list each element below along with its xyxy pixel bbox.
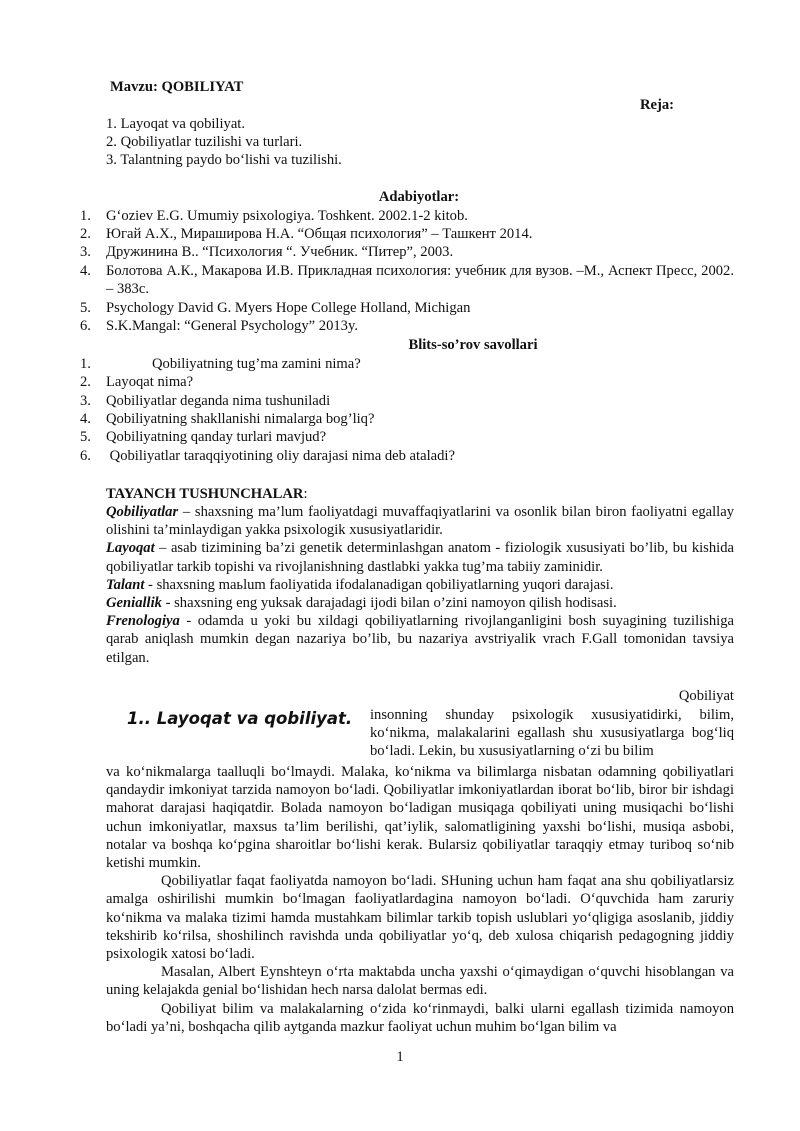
concept-term: Frenologiya: [106, 613, 180, 630]
concept-definition: - odamda u yoki bu xildagi qobiliyatlarning rivojlanganligini bosh suyagining tuzilishiga qarab aniqlash mumkin degan nazariya bo’lib, bu nazariya avstriyalik vrach F.Gall tomonidan tavsiya etilgan.: [106, 613, 734, 666]
blitz-item-number: 3.: [80, 393, 91, 409]
literature-item-number: 4.: [80, 263, 91, 279]
literature-item-text: Болотова А.К., Макарова И.В. Прикладная психология: учебник для вузов. –М., Аспект Пресс, 2002. – 383с.: [106, 263, 734, 298]
literature-item-text: Psychology David G. Myers Hope College Holland, Michigan: [106, 300, 471, 316]
blitz-item-number: 2.: [80, 374, 91, 390]
concept-term: Geniallik: [106, 595, 162, 612]
section-continuation: va koʻnikmalarga taalluqli boʻlmaydi. Malaka, koʻnikma va bilimlarga nisbatan odamning qobiliyatlari qandaydir imkoniyat tarzida namoyon boʻladi. Qobiliyatlar imkoniyatlardan iborat boʻlib, biror bir ishdagi mahorat darajasi haqiqatdir. Bolada namoyon boʻladigan musiqaga qobiliyati uning musiqachi boʻlishi uchun imkoniyatlar, maxsus ta’lim berilishi, qat’iylik, salomatligining yaxshi boʻlishi, musiqa asbobi, notalar va boshqa koʻpgina sharoitlar boʻlishi kerak. Bularsiz qobiliyatlar taraqqiy etmay turiboq soʻnib ketishi mumkin.: [106, 764, 734, 872]
plan-item: 2. Qobiliyatlar tuzilishi va turlari.: [106, 134, 303, 150]
plan-title: Reja:: [639, 97, 674, 113]
concept-term: Talant: [106, 576, 145, 593]
concepts-colon: :: [303, 486, 308, 502]
literature-title: Adabiyotlar:: [378, 189, 460, 205]
blitz-item-text: Qobiliyatning tug’ma zamini nima?: [152, 356, 361, 372]
section-paragraph: Qobiliyat bilim va malakalarning oʻzida koʻrinmaydi, balki ularni egallash tizimida namoyon boʻladi ya’ni, boshqacha qilib aytganda mazkur faoliyat uchun muhim boʻlgan bilim va: [106, 1000, 734, 1035]
blitz-title: Blits-so’rov savollari: [408, 337, 538, 353]
concept-item: [106, 503, 734, 539]
section-paragraph: Masalan, Albert Eynshteyn oʻrta maktabda uncha yaxshi oʻqimaydigan oʻquvchi hisoblangan va uning kelajakda genial boʻlishidan hech narsa dalolat bermas edi.: [106, 964, 734, 999]
blitz-item-text: Qobiliyatning qanday turlari mavjud?: [106, 429, 327, 445]
blitz-item-text: Qobiliyatning shakllanishi nimalarga bog’liq?: [106, 411, 375, 427]
literature-item-text: Дружинина В.. “Психология “. Учебник. “Питер”, 2003.: [106, 244, 454, 260]
concept-definition: – shaxsning ma’lum faoliyatdagi muvaffaqiyatlarini va osonlik bilan biron faoliyatni egallay olishini ta’minlaydigan yakka psixologik xususiyatlaridir.: [106, 504, 734, 539]
blitz-item-number: 1.: [80, 356, 91, 372]
literature-item-number: 2.: [80, 226, 91, 242]
section-first-word: Qobiliyat: [678, 688, 734, 704]
literature-item-number: 3.: [80, 244, 91, 260]
literature-item-number: 1.: [80, 208, 91, 224]
literature-item-text: Gʻoziev E.G. Umumiy psixologiya. Toshkent. 2002.1-2 kitob.: [106, 208, 468, 224]
blitz-item-text: Qobiliyatlar deganda nima tushuniladi: [106, 393, 331, 409]
concept-definition: – asab tizimining ba’zi genetik determinlashgan anatom - fiziologik xususiyati bo’lib, bu kishida qobiliyatlar tarkib topishi va rivojlanishning dastlabki yakka tug’ma tabiiy zaminidir.: [106, 540, 734, 575]
blitz-item-text: Qobiliyatlar taraqqiyotining oliy darajasi nima deb ataladi?: [106, 448, 455, 464]
concept-definition: - shaxsning eng yuksak darajadagi ijodi bilan o’zini namoyon qilish hodisasi.: [161, 595, 617, 612]
plan-item: 3. Talantning paydo boʻlishi va tuzilishi.: [106, 152, 342, 168]
section-heading: 1.. Layoqat va qobiliyat.: [127, 709, 353, 728]
section-body: [106, 763, 734, 1036]
concept-definition: - shaxsning maьlum faoliyatida ifodalanadigan qobiliyatlarning yuqori darajasi.: [144, 576, 614, 593]
blitz-item-text: Layoqat nima?: [106, 374, 194, 390]
literature-item-text: Югай А.Х., Мираширова Н.А. “Общая психология” – Ташкент 2014.: [106, 226, 533, 242]
literature-item-text: S.K.Mangal: “General Psychology” 2013y.: [106, 318, 358, 334]
literature-item-number: 6.: [80, 318, 91, 334]
plan-item: 1. Layoqat va qobiliyat.: [106, 116, 246, 132]
concept-term: Qobiliyatlar: [106, 504, 179, 520]
blitz-item-number: 4.: [80, 411, 91, 427]
concept-term: Layoqat: [106, 540, 155, 557]
section-side-text: [370, 706, 734, 761]
page-number: 1: [396, 1049, 404, 1065]
concepts-title: TAYANCH TUSHUNCHALAR: [106, 486, 304, 502]
concepts-heading: [106, 485, 308, 503]
literature-item-number: 5.: [80, 300, 91, 316]
topic-label: Mavzu: QOBILIYAT: [110, 79, 244, 95]
section-paragraph: Qobiliyatlar faqat faoliyatda namoyon boʻladi. SHuning uchun ham faqat ana shu qobiliyatlarsiz amalga oshirilishi mumkin boʻlmagan faoliyatlardagina namoyon boʻladi. Oʻquvchida ham zaruriy koʻnikma va malaka tizimi hamda mustahkam bilimlar tarkib topish uslublari yoʻqligiga asoslanib, jiddiy tekshirib koʻrilsa, shoshilinch ravishda unda qobiliyatlar yoʻq, deb xulosa chiqarish pedagogning jiddiy psixologik xatosi boʻladi.: [106, 873, 734, 963]
concept-item: [106, 576, 734, 594]
concept-item: [106, 594, 734, 612]
section-side-paragraph: insonning shunday psixologik xususiyatidirki, bilim, koʻnikma, malakalarini egallash shu xususiyatlarga bogʻliq boʻladi. Lekin, bu xususiyatlarning oʻzi bu bilim: [370, 707, 734, 760]
concepts-list: [106, 503, 734, 667]
concept-item: [106, 539, 734, 575]
blitz-item-number: 5.: [80, 429, 91, 445]
concept-item: [106, 612, 734, 667]
blitz-item-number: 6.: [80, 448, 91, 464]
